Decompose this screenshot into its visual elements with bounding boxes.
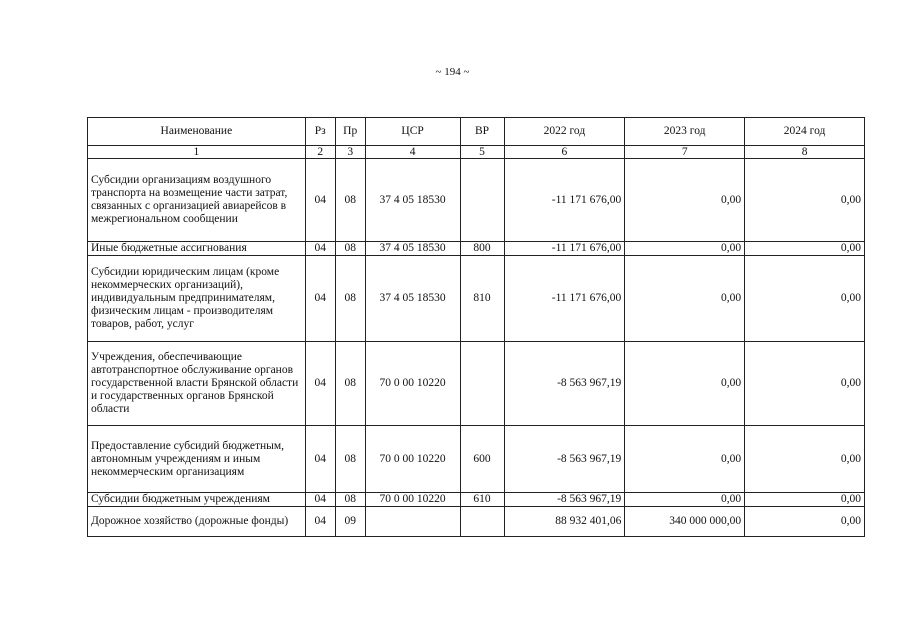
row-vr: 610 <box>460 493 504 507</box>
budget-table <box>87 117 865 537</box>
header-pr: Пр <box>335 118 365 146</box>
table-row <box>88 159 865 242</box>
column-number: 4 <box>365 146 460 159</box>
row-2023: 0,00 <box>625 256 745 342</box>
row-2022: -8 563 967,19 <box>504 493 625 507</box>
table-row <box>88 342 865 426</box>
row-2023: 0,00 <box>625 493 745 507</box>
row-pr: 08 <box>335 242 365 256</box>
row-name: Субсидии бюджетным учреждениям <box>88 493 306 507</box>
header-rz: Рз <box>305 118 335 146</box>
row-pr: 08 <box>335 493 365 507</box>
row-2022: 88 932 401,06 <box>504 507 625 537</box>
row-pr: 08 <box>335 426 365 493</box>
row-pr: 08 <box>335 342 365 426</box>
row-rz: 04 <box>305 426 335 493</box>
row-2024: 0,00 <box>745 493 865 507</box>
page-number: ~ 194 ~ <box>435 66 470 78</box>
header-name: Наименование <box>88 118 306 146</box>
header-2023: 2023 год <box>625 118 745 146</box>
row-vr: 600 <box>460 426 504 493</box>
row-vr <box>460 159 504 242</box>
row-rz: 04 <box>305 342 335 426</box>
header-2022: 2022 год <box>504 118 625 146</box>
row-2024: 0,00 <box>745 256 865 342</box>
row-pr: 08 <box>335 256 365 342</box>
row-rz: 04 <box>305 256 335 342</box>
row-pr: 09 <box>335 507 365 537</box>
table-header-row <box>88 118 865 146</box>
row-pr: 08 <box>335 159 365 242</box>
table-row <box>88 507 865 537</box>
column-number: 6 <box>504 146 625 159</box>
row-2024: 0,00 <box>745 342 865 426</box>
table-row <box>88 256 865 342</box>
row-name: Субсидии юридическим лицам (кроме некоммерческих организаций), индивидуальным предпринимателям, физическим лицам - производителям товаров, работ, услуг <box>88 256 306 342</box>
row-2022: -8 563 967,19 <box>504 426 625 493</box>
row-rz: 04 <box>305 493 335 507</box>
row-2023: 0,00 <box>625 159 745 242</box>
row-vr <box>460 507 504 537</box>
row-vr <box>460 342 504 426</box>
column-number: 1 <box>88 146 306 159</box>
row-csr: 70 0 00 10220 <box>365 426 460 493</box>
column-number: 5 <box>460 146 504 159</box>
row-csr: 70 0 00 10220 <box>365 342 460 426</box>
row-2023: 340 000 000,00 <box>625 507 745 537</box>
row-name: Иные бюджетные ассигнования <box>88 242 306 256</box>
row-csr <box>365 507 460 537</box>
header-vr: ВР <box>460 118 504 146</box>
row-2024: 0,00 <box>745 242 865 256</box>
row-2024: 0,00 <box>745 507 865 537</box>
header-2024: 2024 год <box>745 118 865 146</box>
row-2023: 0,00 <box>625 242 745 256</box>
row-vr: 810 <box>460 256 504 342</box>
column-number: 8 <box>745 146 865 159</box>
header-csr: ЦСР <box>365 118 460 146</box>
row-name: Субсидии организациям воздушного транспорта на возмещение части затрат, связанных с организацией авиарейсов в межрегиональном сообщении <box>88 159 306 242</box>
column-number: 3 <box>335 146 365 159</box>
row-csr: 37 4 05 18530 <box>365 242 460 256</box>
row-2024: 0,00 <box>745 426 865 493</box>
row-csr: 70 0 00 10220 <box>365 493 460 507</box>
row-2024: 0,00 <box>745 159 865 242</box>
row-2023: 0,00 <box>625 426 745 493</box>
table-row <box>88 242 865 256</box>
row-name: Дорожное хозяйство (дорожные фонды) <box>88 507 306 537</box>
row-2022: -8 563 967,19 <box>504 342 625 426</box>
row-rz: 04 <box>305 507 335 537</box>
row-2022: -11 171 676,00 <box>504 242 625 256</box>
column-number: 7 <box>625 146 745 159</box>
column-number-row <box>88 146 865 159</box>
row-rz: 04 <box>305 242 335 256</box>
row-2022: -11 171 676,00 <box>504 256 625 342</box>
row-rz: 04 <box>305 159 335 242</box>
column-number: 2 <box>305 146 335 159</box>
row-2023: 0,00 <box>625 342 745 426</box>
table-row <box>88 493 865 507</box>
row-name: Предоставление субсидий бюджетным, автономным учреждениям и иным некоммерческим организациям <box>88 426 306 493</box>
row-csr: 37 4 05 18530 <box>365 256 460 342</box>
row-vr: 800 <box>460 242 504 256</box>
table-row <box>88 426 865 493</box>
row-2022: -11 171 676,00 <box>504 159 625 242</box>
row-csr: 37 4 05 18530 <box>365 159 460 242</box>
row-name: Учреждения, обеспечивающие автотранспортное обслуживание органов государственной власти Брянской области и государственных органов Брянской области <box>88 342 306 426</box>
